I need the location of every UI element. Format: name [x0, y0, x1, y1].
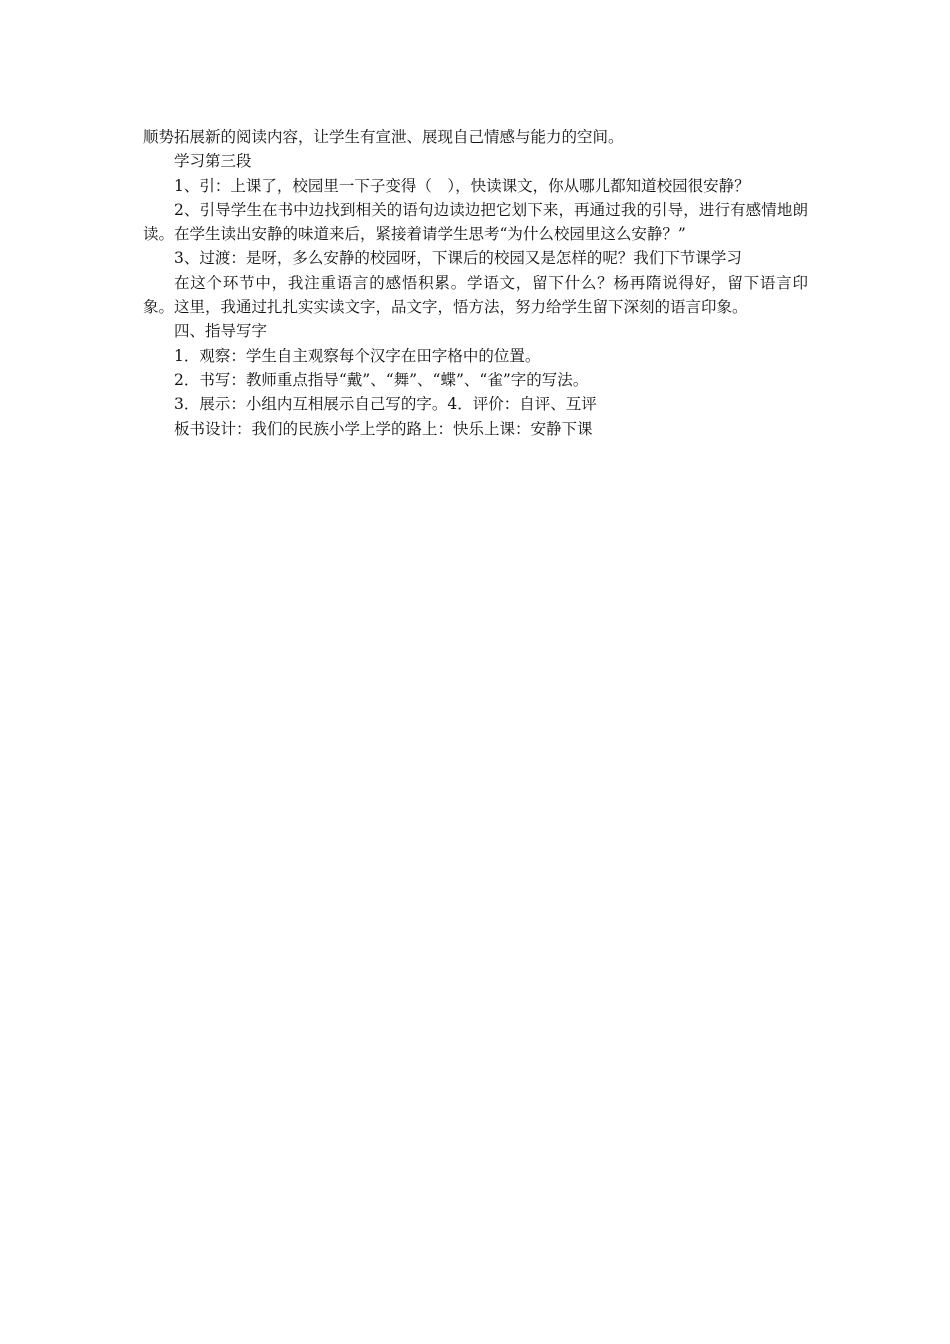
paragraph-step-2: 2、引导学生在书中边找到相关的语句边读边把它划下来，再通过我的引导，进行有感情地朗读。在学生读出安静的味道来后，紧接着请学生思考“为什么校园里这么安静？”: [143, 200, 808, 244]
paragraph-reflection: 在这个环节中，我注重语言的感悟积累。学语文，留下什么？杨再隋说得好，留下语言印象。这里，我通过扎扎实实读文字，品文字，悟方法，努力给学生留下深刻的语言印象。: [143, 273, 808, 317]
paragraph-step-3: 3、过渡：是呀，多么安静的校园呀，下课后的校园又是怎样的呢？我们下节课学习: [174, 249, 742, 268]
document-page: [143, 125, 808, 441]
heading-section-three: 学习第三段: [174, 152, 252, 171]
paragraph-write: 2．书写：教师重点指导“戴”、“舞”、“蝶”、“雀”字的写法。: [174, 370, 589, 389]
paragraph-observe: 1．观察：学生自主观察每个汉字在田字格中的位置。: [174, 346, 541, 365]
paragraph-board-design: 板书设计：我们的民族小学上学的路上：快乐上课：安静下课: [174, 419, 593, 438]
paragraph-show-evaluate: 3．展示：小组内互相展示自己写的字。4．评价：自评、互评: [174, 395, 597, 414]
heading-writing-guidance: 四、指导写字: [174, 322, 268, 341]
paragraph-continuation: 顺势拓展新的阅读内容，让学生有宣泄、展现自己情感与能力的空间。: [143, 128, 624, 146]
paragraph-step-1: 1、引：上课了，校园里一下子变得（ ），快读课文，你从哪儿都知道校园很安静？: [174, 176, 750, 195]
